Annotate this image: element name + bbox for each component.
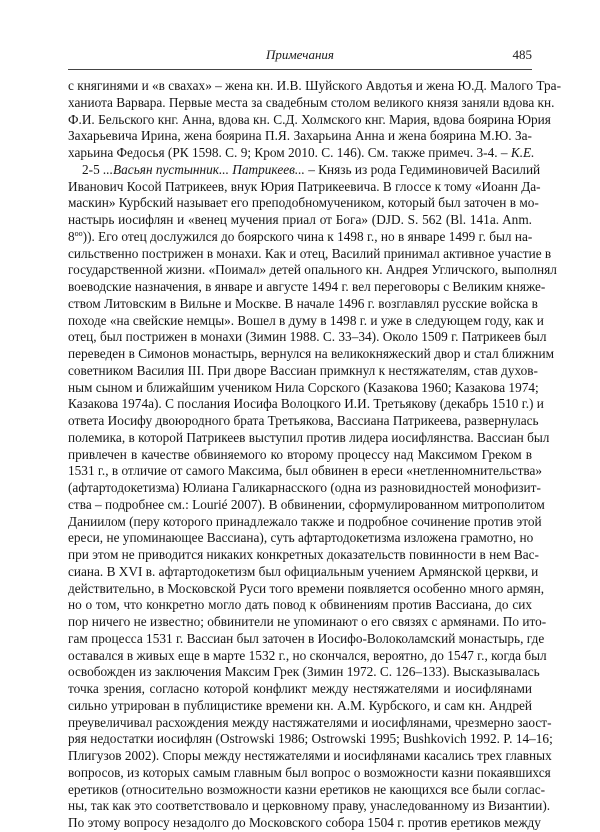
note-2-5 [68,161,557,832]
text-line: походе «на свейские немцы». Вошел в думу в 1498 г. и уже в следующем году, как и [68,312,544,328]
text-line: сильственно пострижен в монахи. Как и отец, Василий принимал активное участие в [68,245,552,261]
text-line: настырь иосифлян и «венец мучения приал от Бога» (DJD. S. 562 (Bl. 141a. Anm. [68,212,532,227]
running-header [68,47,532,65]
text-line: ответа Иосифу двоюродного брата Третьякова, Вассиана Патрикеева, развернулась [68,413,539,428]
text-line: еретиков (относительно возможности казни еретиков не кающихся все были соглас- [68,781,546,797]
text-line: пор ничего не известно; обвинители не упоминают о его связях с армянами. По ито- [68,614,547,629]
text-line: маскин» Курбский называет его преподобномучеником, который был заточен в мо- [68,195,539,211]
note-lemma: ...Васьян пустынник... Патрикеев... [103,161,305,177]
running-header-title: Примечания [266,47,334,62]
text-line: с княгинями и «в свахах» – жена кн. И.В. Шуйского Авдотья и жена Ю.Д. Малого Тра- [68,78,561,93]
text-line: воеводские назначения, в январе и августе 1494 г. вел переговоры с Великим княже- [68,279,546,294]
text-line: переведен в Симонов монастырь, вернулся на великокняжеский двор и стал ближним [68,346,554,361]
text-line: Казакова 1974а). С послания Иосифа Волоцкого И.И. Третьякову (декабрь 1510 г.) и [68,396,544,412]
text-line: Захарьевича Ирина, жена боярина П.Я. Захарьина Анна и жена боярина М.Ю. За- [68,128,532,144]
text-line: Даниилом (перу которого принадлежало также и подробное сочинение против этой [68,513,542,529]
line-text: )). Его отец дослужился до боярского чина к 1498 г., но в январе 1499 г. был на- [82,228,533,244]
text-line: преувеличивал расхождения между настяжателями и иосифлянами, чрезмерно заост- [68,714,552,730]
text-line: привлечен в качестве обвиняемого ко второму процессу над Максимом Греком в [68,446,532,462]
line-text: – Князь из рода Гедиминовичей Василий [308,161,541,177]
note-first-line [68,161,541,179]
text-line: ереси, не упоминающее Вассиана), суть афтартодокетизма изложена грамотно, но [68,530,534,546]
text-line: (афтартодокетизма) Юлиана Галикарнасского (одна из разновидностей монофизит- [68,480,541,495]
line-text: 8 [68,228,75,244]
text-line: оставался в живых еще в марте 1532 г., но скончался, вероятно, до 1547 г., когда был [68,647,547,663]
text-line [68,145,535,162]
text-line: при этом не приводится никаких конкретных доказательств повинности в нем Вас- [68,547,539,562]
text-line: но о том, что конкретно могло дать повод к обвинениям против Вассиана, до сих [68,597,532,613]
text-line: ства – подробнее см.: Lourié 2007). В обвинении, сформулированном митрополитом [68,496,545,512]
text-line: советником Василия III. При дворе Вассиан примкнул к нестяжателям, став духов- [68,362,538,378]
text-line: Иванович Косой Патрикеев, внук Юрия Патрикеевича. В глоссе к тому «Иоанн Да- [68,178,541,194]
text-line: ством Литовским в Вильне и Москве. В начале 1496 г. возглавлял русские войска в [68,295,538,311]
text-line [68,229,532,246]
text-line: сиана. В XVI в. афтартодокетизм был официальным учением Армянской церкви, и [68,563,539,579]
note-reference: 2-5 [82,161,100,177]
text-line: Плигузов 2002). Споры между нестяжателями и иосифлянами касались трех главных [68,748,552,763]
text-line: ны, так как это соответствовало и церковному праву, унаследованному из Византии). [68,798,551,814]
header-rule [68,69,532,70]
text-line: точка зрения, согласно которой конфликт между нестяжателями и иосифлянами [68,681,532,696]
text-line: освобожден из заключения Максим Грек (Зимин 1972. С. 126–133). Высказывалась [68,664,540,680]
text-line: вопросов, из которых самым главным был вопрос о возможности казни покаявшихся [68,764,551,780]
text-line: Ф.И. Бельского кнг. Анна, вдова кн. С.Д. Холмского кнг. Мария, вдова боярина Юрия [68,111,551,127]
paragraph-continuation [68,78,561,162]
author-signature: К.Е. [510,145,535,160]
text-line: ханиота Варвара. Первые места за свадебным столом великого князя заняли вдова кн. [68,94,555,110]
text-line: ряя недостатки иосифлян (Ostrowski 1986; Ostrowski 1995; Bushkovich 1992. P. 14–16; [68,731,553,747]
text-line: отец, был пострижен в монахи (Зимин 1988. С. 33–34). Около 1509 г. Патрикеев был [68,329,547,345]
page-number: 485 [512,47,532,62]
text-line: 1531 г., в отличие от самого Максима, был обвинен в ереси «нетленномнительства» [68,463,543,479]
text-line: сильно утрирован в публицистике времени кн. А.М. Курбского, и сам кн. Андрей [68,697,532,713]
notes-body [68,78,561,832]
superscript: oo [74,228,83,238]
text-line: государственной жизни. «Поимал» детей опального кн. Андрея Угличского, выполнял [68,262,557,278]
line-text: харьина Федосья (РК 1598. С. 9; Кром 2010. С. 146). См. также примеч. 3-4. – [68,145,508,160]
text-line: ным сыном и ближайшим учеником Нила Сорского (Казакова 1960; Казакова 1974; [68,379,539,395]
text-line: действительно, в Московской Руси того времени появляется особенно много армян, [68,580,545,596]
text-line: гам процесса 1531 г. Вассиан был заточен в Иосифо-Волоколамский монастырь, где [68,630,545,646]
text-line: По этому вопросу незадолго до Московского собора 1504 г. против еретиков между [68,815,541,830]
text-line: полемика, в которой Патрикеев выступил против лидера иосифлянства. Вассиан был [68,429,550,445]
